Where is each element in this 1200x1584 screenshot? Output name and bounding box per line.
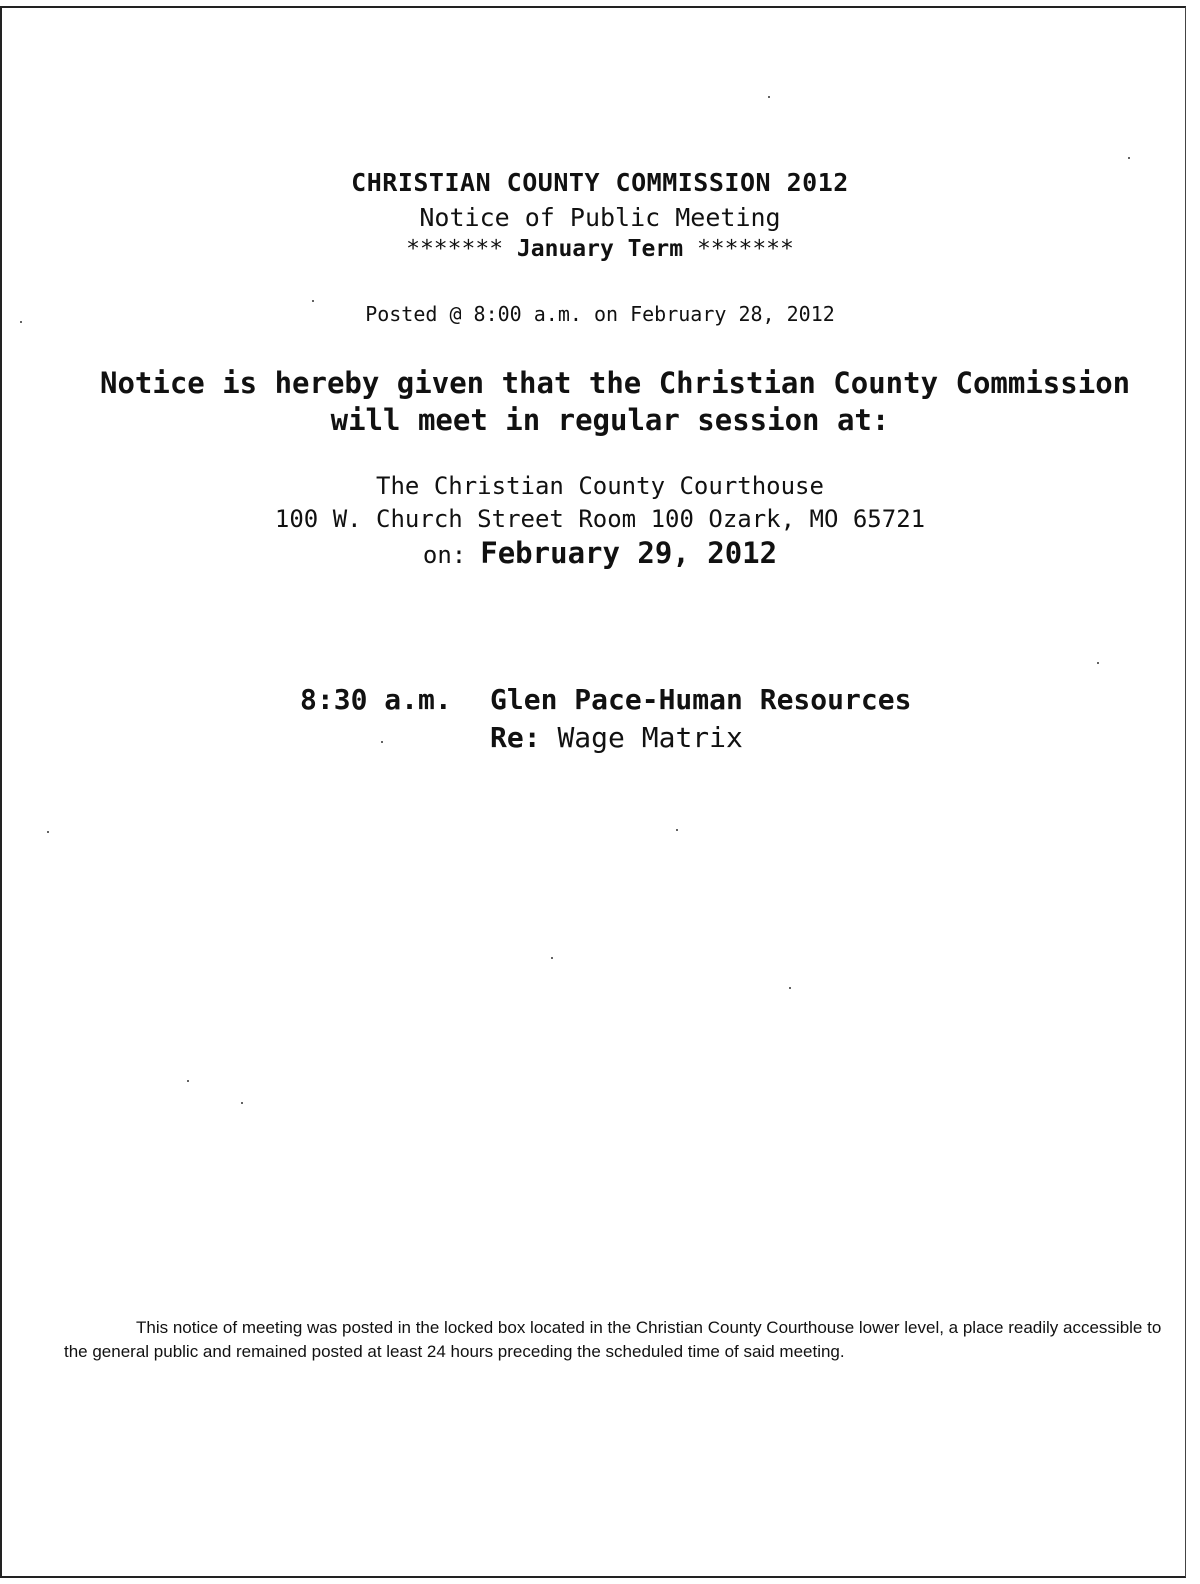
agenda-item [300,683,911,716]
scan-speck [551,957,553,959]
term-line [0,236,1200,262]
notice-line-2: will meet in regular session at: [330,403,890,437]
location-name: The Christian County Courthouse [376,472,824,500]
scan-speck [789,987,791,989]
on-label: on: [422,541,467,569]
scan-speck [768,96,770,98]
agenda-topic: Glen Pace-Human Resources [490,683,912,716]
meeting-date: February 29, 2012 [480,536,778,570]
scan-speck [312,300,314,302]
scan-speck [241,1102,243,1104]
document-subtitle: Notice of Public Meeting [419,203,781,232]
scan-speck [20,321,22,323]
scan-speck [676,829,678,831]
posted-timestamp: Posted @ 8:00 a.m. on February 28, 2012 [365,302,835,326]
agenda-time: 8:30 a.m. [300,683,452,716]
notice-line-1: Notice is hereby given that the Christian County Commission [100,366,1131,400]
location-address: 100 W. Church Street Room 100 Ozark, MO 65721 [274,505,926,533]
posting-statement: This notice of meeting was posted in the locked box located in the Christian County Courthouse lower level, a place readily accessible to the general public and remained posted at least 24 hours preceding the scheduled time of said meeting. [64,1318,1162,1361]
scan-speck [381,741,383,743]
scan-speck [1128,157,1130,159]
document-title: CHRISTIAN COUNTY COMMISSION 2012 [351,168,849,197]
meeting-date-line [0,536,1200,570]
scan-speck [187,1080,189,1082]
term-stars-left: ******* [406,236,504,262]
scan-speck [1097,662,1099,664]
scan-speck [47,831,49,833]
term-stars-right: ******* [696,236,794,262]
agenda-re-line [490,721,743,754]
agenda-re-text: Wage Matrix [557,721,743,754]
agenda-re-label: Re: [490,721,541,754]
term-label: January Term [516,236,684,262]
